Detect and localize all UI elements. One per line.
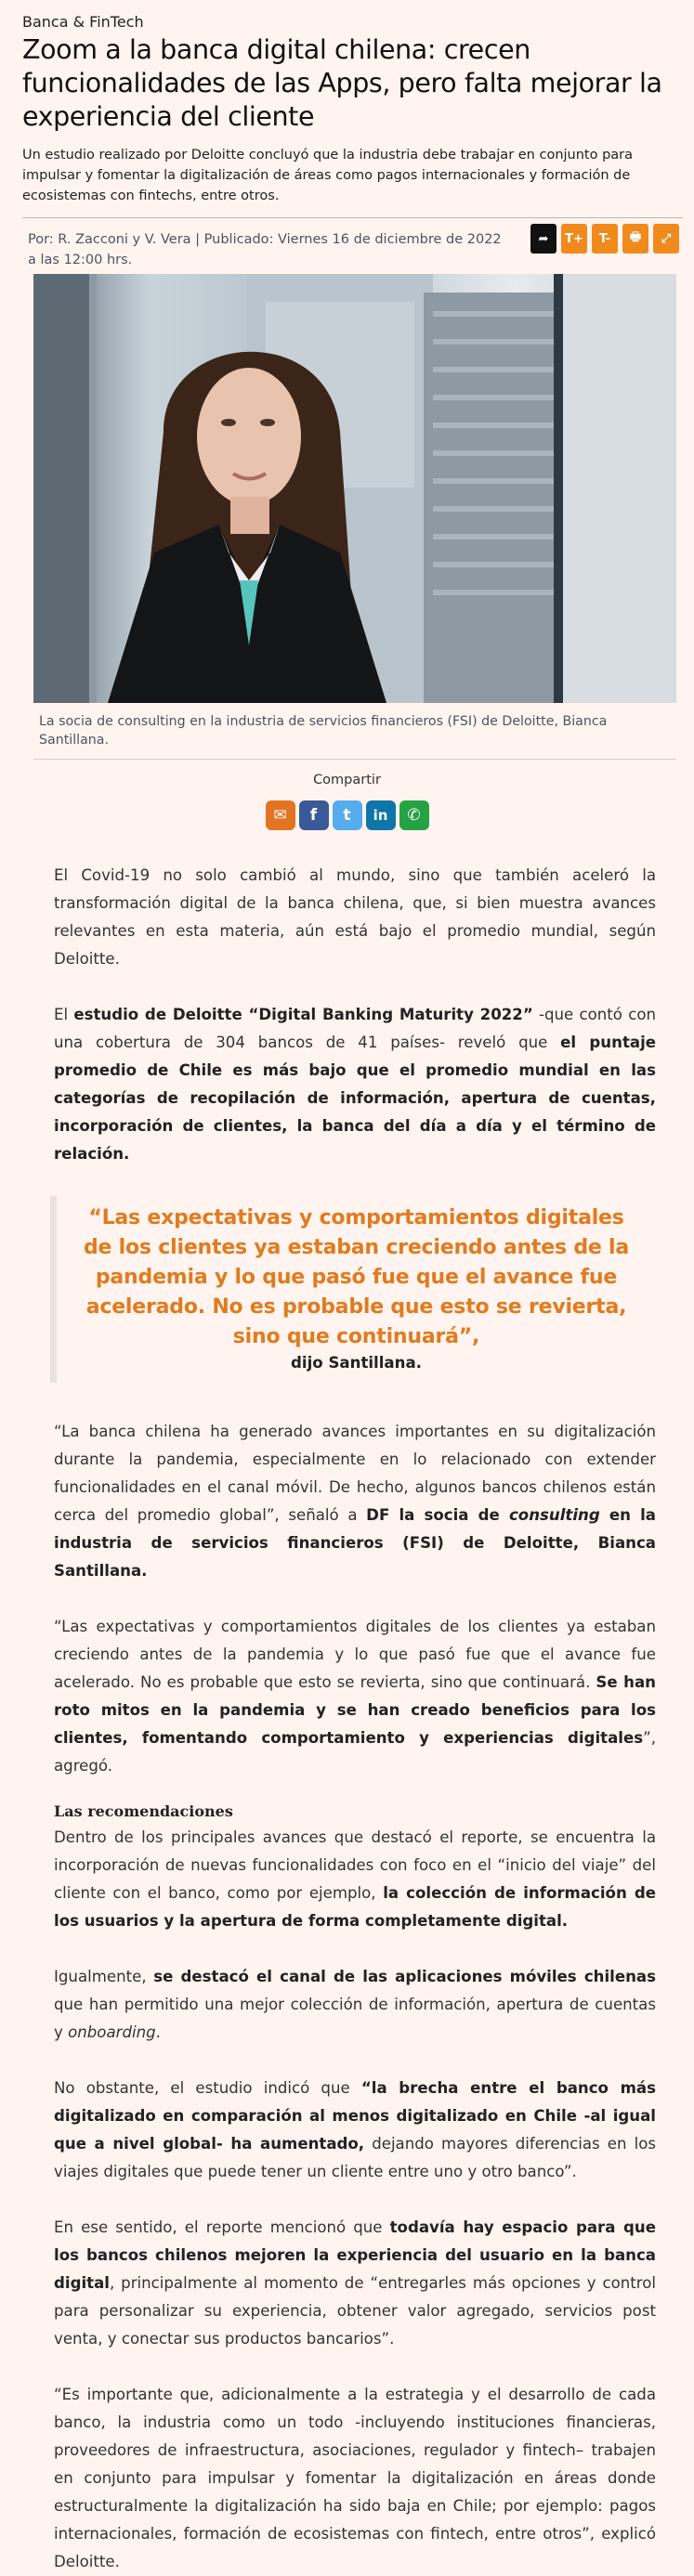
paragraph-7: No obstante, el estudio indicó que “la brecha entre el banco más digitalizado en comparación al menos digitalizado en Chile -al igual que a nivel global- ha aumentado, dejando mayores diferencias en los viajes digitales que puede tener un cliente entre uno y otro banco”.	[54, 2079, 656, 2180]
paragraph-4: “Las expectativas y comportamientos digitales de los clientes ya estaban creciendo antes de la pandemia y lo que pasó fue que el avance fue acelerado. No es probable que esto se revierta, sino que continuará. Se han roto mitos en la pandemia y se han creado beneficios para los clientes, fomentando comportamiento y experiencias digitales”, agregó.	[54, 1618, 656, 1775]
pull-quote	[50, 1196, 656, 1383]
photo-illustration	[33, 274, 676, 703]
paragraph-6: Igualmente, se destacó el canal de las aplicaciones móviles chilenas que han permitido una mejor colección de información, apertura de cuentas y onboarding.	[54, 1968, 656, 2041]
photo-caption: La socia de consulting en la industria de servicios financieros (FSI) de Deloitte, Bianca Santillana.	[33, 703, 676, 760]
byline-authors-date: Por: R. Zacconi y V. Vera | Publicado: Viernes 16 de diciembre de 2022	[28, 232, 502, 247]
pull-quote-attribution: dijo Santillana.	[291, 1354, 422, 1372]
article-tools	[530, 224, 679, 254]
twitter-icon[interactable]: t	[333, 800, 362, 830]
subheading-recommendations: Las recomendaciones	[54, 1802, 233, 1820]
facebook-icon[interactable]: f	[299, 800, 329, 830]
paragraph-9: “Es importante que, adicionalmente a la estrategia y el desarrollo de cada banco, la industria como un todo -incluyendo instituciones financieras, proveedores de infraestructura, asociaciones, regulador y fintech– trabajen en conjunto para impulsar y fomentar la digitalización en áreas donde estructuralmente la digitalización ha sido baja en Chile; por ejemplo: pagos internacionales, formación de ecosistemas con fintech, entre otros”, explicó Deloitte.	[54, 2386, 656, 2570]
whatsapp-icon[interactable]: ✆	[399, 800, 429, 830]
article-header	[0, 0, 694, 283]
byline	[28, 229, 502, 270]
byline-time: a las 12:00 hrs.	[28, 253, 133, 267]
print-icon[interactable]: 🖶	[622, 224, 648, 254]
share-label: Compartir	[313, 773, 381, 787]
share-buttons	[0, 800, 694, 830]
article-photo	[33, 274, 676, 703]
fullscreen-icon[interactable]: ⤢	[653, 224, 679, 254]
article-body	[0, 862, 694, 2576]
linkedin-icon[interactable]: in	[366, 800, 396, 830]
text-decrease-icon[interactable]: T-	[592, 224, 618, 254]
paragraph-8: En ese sentido, el reporte mencionó que todavía hay espacio para que los bancos chilenos mejoren la experiencia del usuario en la banca digital, principalmente al momento de “entregarles más opciones y control para personalizar su experiencia, obtener valor agregado, servicios post venta, y conectar sus productos bancarios”.	[54, 2218, 656, 2348]
article-headline: Zoom a la banca digital chilena: crecen funcionalidades de las Apps, pero falta mejorar la experiencia del cliente	[22, 34, 662, 132]
text-increase-icon[interactable]: T+	[561, 224, 587, 254]
paragraph-3: “La banca chilena ha generado avances importantes en su digitalización durante la pandemia, especialmente en lo relacionado con extender funcionalidades en el canal móvil. De hecho, algunos bancos chilenos están cerca del promedio global”, señaló a DF la socia de consulting en la industria de servicios financieros (FSI) de Deloitte, Bianca Santillana.	[54, 1423, 656, 1580]
section-label[interactable]: Banca & FinTech	[22, 13, 144, 31]
paragraph-1: El Covid-19 no solo cambió al mundo, sino que también aceleró la transformación digital de la banca chilena, que, si bien muestra avances relevantes en esta materia, aún está bajo el promedio mundial, según Deloitte.	[54, 866, 656, 968]
pull-quote-text: “Las expectativas y comportamientos digitales de los clientes ya estaban creciendo antes de la pandemia y lo que pasó fue que el avance fue acelerado. No es probable que esto se revierta, sino que continuará”,	[83, 1206, 630, 1348]
paragraph-2: El estudio de Deloitte “Digital Banking Maturity 2022” -que contó con una cobertura de 304 bancos de 41 países- reveló que el puntaje promedio de Chile es más bajo que el promedio mundial en las categorías de recopilación de información, apertura de cuentas, incorporación de clientes, la banca del día a día y el término de relación.	[54, 1006, 657, 1163]
article-lead: Un estudio realizado por Deloitte concluyó que la industria debe trabajar en conjunto para impulsar y fomentar la digitalización de áreas como pagos internacionales y formación de ecosistemas con fintechs, entre otros.	[22, 148, 634, 203]
share-arrow-icon[interactable]: ➦	[530, 224, 557, 254]
email-icon[interactable]: ✉	[266, 800, 295, 830]
article-figure	[33, 274, 676, 760]
paragraph-5: Dentro de los principales avances que destacó el reporte, se encuentra la incorporación de nuevas funcionalidades con foco en el “inicio del viaje” del cliente con el banco, como por ejemplo, la colección de información de los usuarios y la apertura de forma completamente digital.	[54, 1828, 657, 1930]
